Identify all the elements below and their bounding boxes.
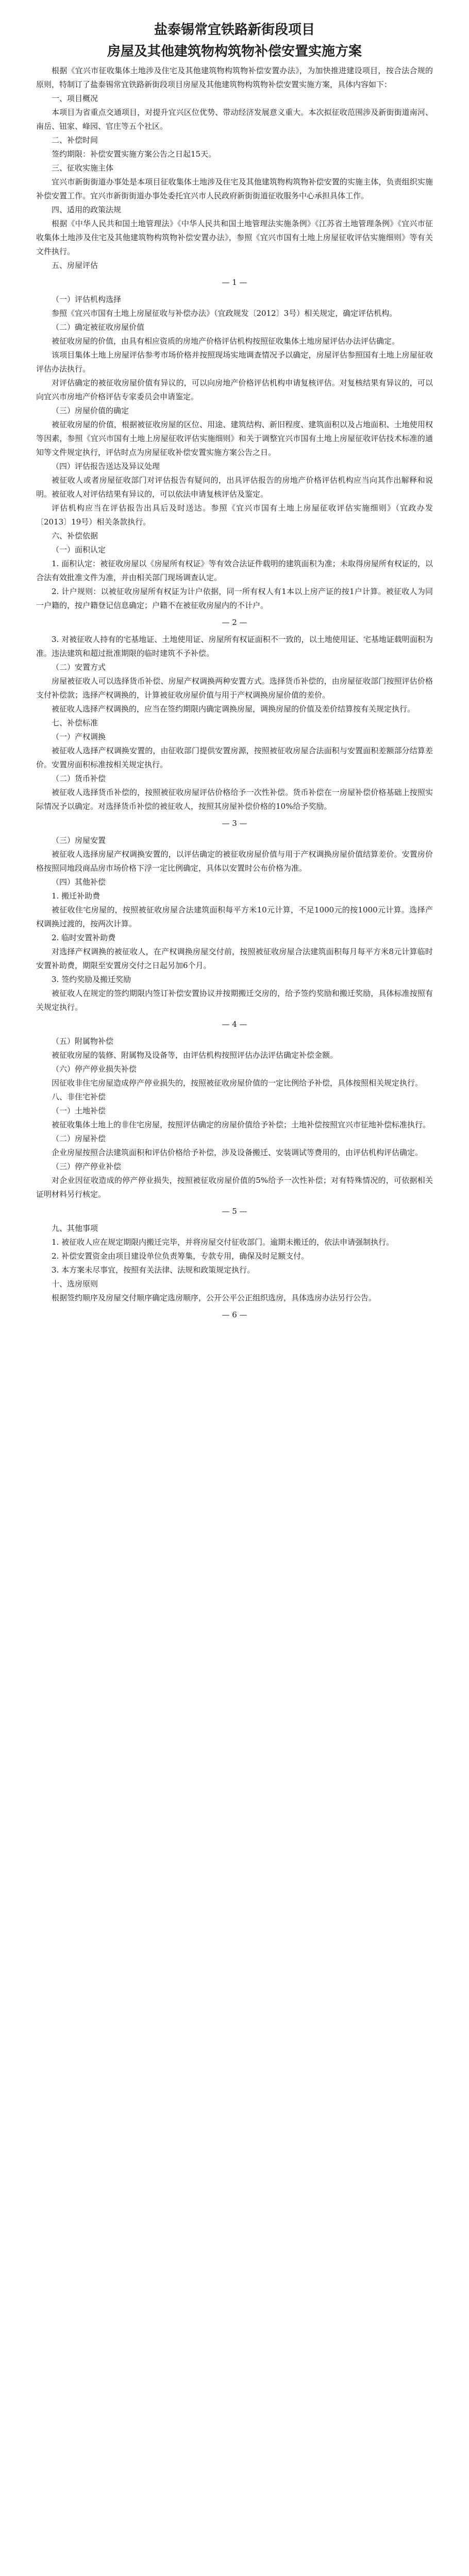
section-heading: 七、补偿标准 bbox=[52, 718, 98, 727]
page-number: — 2 — bbox=[222, 618, 247, 627]
section-heading: （五）附属物补偿 bbox=[52, 1037, 114, 1046]
section-heading: （三）房屋价值的确定 bbox=[52, 406, 129, 415]
section-heading: （二）确定被征收房屋价值 bbox=[52, 323, 145, 332]
section-heading: 3. 签约奖励及搬迁奖励 bbox=[52, 975, 131, 984]
section-heading: （一）产权调换 bbox=[52, 732, 106, 741]
paragraph: 根据签约顺序及房屋交付顺序确定选房顺序，公开公平公正组织选房，具体选房办法另行公告。 bbox=[52, 1293, 377, 1302]
paragraph: 被征收住宅房屋的，按照被征收房屋合法建筑面积每平方米10元计算，不足1000元的按1000元计算。选择产权调换过渡的，按两次计算。 bbox=[36, 905, 433, 928]
document-title-line-1: 盐泰锡常宜铁路新街段项目 bbox=[154, 22, 315, 38]
section-heading: （一）土地补偿 bbox=[52, 1106, 106, 1115]
paragraph: 对选择产权调换的被征收人，在产权调换房屋交付前，按照被征收房屋合法建筑面积每月每平方米8元计算临时安置补助费，期限至安置房交付之日起另加6个月。 bbox=[36, 947, 433, 970]
paragraph: 2. 补偿安置资金由项目建设单位负责筹集，专款专用，确保及时足额支付。 bbox=[52, 1251, 309, 1261]
paragraph: 被征收房屋的价值，根据被征收房屋的区位、用途、建筑结构、新旧程度、建筑面积以及占地面积、土地使用权等因素，参照《宜兴市国有土地上房屋征收评估实施细则》和关于调整宜兴市国有土地上房屋征收评估技术标准的通知等文件规定执行，评估时点为房屋征收补偿安置实施方案公告之日。 bbox=[36, 420, 433, 457]
section-heading: （三）停产停业补偿 bbox=[52, 1162, 122, 1171]
paragraph: 宜兴市新街街道办事处是本项目征收集体土地涉及住宅及其他建筑物构筑物补偿安置的实施主体，负责组织实施补偿安置工作。宜兴市新街街道办事处委托宜兴市人民政府新街街道征收服务中心承担具体工作。 bbox=[36, 177, 433, 200]
paragraph: 对评估确定的被征收房屋价值有异议的，可以向房地产价格评估机构申请复核评估。对复核结果有异议的，可以向宜兴市房地产价格评估专家委员会申请鉴定。 bbox=[36, 378, 433, 401]
section-heading: （二）房屋补偿 bbox=[52, 1134, 106, 1143]
paragraph: 对企业因征收造成的停产停业损失，按照被征收房屋价值的5%给予一次性补偿；对有特殊情况的，可依据相关证明材料另行核定。 bbox=[36, 1176, 433, 1199]
page-number: — 5 — bbox=[222, 1207, 247, 1216]
paragraph: 2. 计户规则：以被征收房屋所有权证为计户依据，同一所有权人有1本以上房产证的按1户计算。被征收人为同一户籍的，按户籍登记信息确定；户籍不在被征收房屋内的不计户。 bbox=[36, 587, 433, 610]
paragraph: 3. 对被征收人持有的宅基地证、土地使用证、房屋所有权证面积不一致的，以土地使用证、宅基地证载明面积为准。违法建筑和超过批准期限的临时建筑不予补偿。 bbox=[36, 635, 433, 658]
section-heading: 二、补偿时间 bbox=[52, 135, 98, 145]
page-number: — 6 — bbox=[222, 1310, 247, 1319]
section-heading: 六、补偿依据 bbox=[52, 531, 98, 540]
paragraph: 根据《宜兴市征收集体土地涉及住宅及其他建筑物构筑物补偿安置办法》，为加快推进建设项目，按合法合规的原则，特制订了盐泰锡常宜铁路新街段项目房屋及其他建筑物构筑物补偿安置实施方案，具体内容如下： bbox=[36, 66, 433, 89]
section-heading: 2. 临时安置补助费 bbox=[52, 933, 116, 942]
section-heading: 四、适用的政策法规 bbox=[52, 205, 122, 214]
paragraph: 参照《宜兴市国有土地上房屋征收与补偿办法》（宜政规发〔2012〕3号）相关规定，确定评估机构。 bbox=[52, 309, 397, 318]
paragraph: 该项目集体土地上房屋评估参考市场价格并按照现场实地调查情况予以确定，房屋评估参照国有土地上房屋征收评估办法执行。 bbox=[36, 350, 433, 374]
page-number: — 4 — bbox=[222, 1020, 247, 1029]
paragraph: 被征收人或者房屋征收部门对评估报告有疑问的，出具评估报告的房地产价格评估机构应当向其作出解释和说明。被征收人对评估结果有异议的，可以依法申请复核评估及鉴定。 bbox=[36, 476, 433, 499]
document-body bbox=[36, 64, 433, 1322]
paragraph: 根据《中华人民共和国土地管理法》《中华人民共和国土地管理法实施条例》《江苏省土地管理条例》《宜兴市征收集体土地涉及住宅及其他建筑物构筑物补偿安置办法》，参照《宜兴市国有土地上房屋征收评估实施细则》等有关文件执行。 bbox=[36, 219, 433, 256]
section-heading: （四）其他补偿 bbox=[52, 877, 106, 887]
section-heading: 1. 搬迁补助费 bbox=[52, 891, 100, 901]
paragraph: 3. 本方案未尽事宜，按照有关法律、法规和政策规定执行。 bbox=[52, 1265, 255, 1275]
paragraph: 1. 面积认定：被征收房屋以《房屋所有权证》等有效合法证件载明的建筑面积为准；未取得房屋所有权证的，以合法有效批准文件为准，并由相关部门现场调查认定。 bbox=[36, 559, 433, 582]
paragraph: 被征收人选择货币补偿的，按照被征收房屋评估价格给予一次性补偿。货币补偿在一房屋补偿价格基础上按照实际情况予以确定。对选择货币补偿的被征收人，按照其房屋补偿价格的10%给予奖励。 bbox=[36, 788, 433, 811]
section-heading: 五、房屋评估 bbox=[52, 261, 98, 270]
section-heading: 一、项目概况 bbox=[52, 94, 98, 103]
section-heading: 十、选房原则 bbox=[52, 1279, 98, 1289]
paragraph: 被征收人选择产权调换安置的，由征收部门提供安置房源，按照被征收房屋合法面积与安置面积差额部分结算差价。安置房面积标准按相关规定执行。 bbox=[36, 746, 433, 769]
section-heading: 八、非住宅补偿 bbox=[52, 1092, 106, 1101]
paragraph: 1. 被征收人应在规定期限内搬迁完毕，并将房屋交付征收部门。逾期未搬迁的，依法申请强制执行。 bbox=[52, 1238, 394, 1247]
section-heading: （四）评估报告送达及异议处理 bbox=[52, 462, 160, 471]
paragraph: 被征收房屋的价值，由具有相应资质的房地产价格评估机构按照征收集体土地房屋评估办法评估确定。 bbox=[52, 336, 400, 346]
paragraph: 因征收非住宅房屋造成停产停业损失的，按照被征收房屋价值的一定比例给予补偿，具体按照相关规定执行。 bbox=[52, 1078, 423, 1088]
section-heading: （三）房屋安置 bbox=[52, 836, 106, 845]
paragraph: 本项目为省重点交通项目，对提升宜兴区位优势、带动经济发展意义重大。本次拟征收范围涉及新街街道南河、南岳、钮家、峰园、官庄等五个社区。 bbox=[36, 108, 433, 131]
paragraph: 被征收人选择房屋产权调换安置的，以评估确定的被征收房屋价值与用于产权调换房屋价值结算差价。安置房价格按照同地段商品房市场价格下浮一定比例确定，具体以安置时公布价格为准。 bbox=[36, 850, 433, 873]
section-heading: （一）面积认定 bbox=[52, 545, 106, 554]
paragraph: 房屋被征收人可以选择货币补偿、房屋产权调换两种安置方式。选择货币补偿的，由房屋征收部门按照评估价格支付补偿款；选择产权调换的，计算被征收房屋价值与用于产权调换房屋价值的差价。 bbox=[36, 676, 433, 700]
paragraph: 被征收集体土地上的非住宅房屋，按照评估确定的房屋价值给予补偿；土地补偿按照宜兴市征地补偿标准执行。 bbox=[52, 1120, 431, 1129]
page-number: — 1 — bbox=[222, 278, 247, 287]
section-heading: （二）货币补偿 bbox=[52, 774, 106, 783]
paragraph: 被征收房屋的装修、附属物及设备等，由评估机构按照评估办法评估确定补偿金额。 bbox=[52, 1050, 338, 1060]
section-heading: （二）安置方式 bbox=[52, 663, 106, 672]
page-number: — 3 — bbox=[222, 819, 247, 828]
paragraph: 评估机构应当在评估报告出具后及时送达。参照《宜兴市国有土地上房屋征收评估实施细则》（宜政办发〔2013〕19号）相关条款执行。 bbox=[36, 503, 433, 527]
paragraph: 被征收人选择产权调换的，应当在签约期限内确定调换房屋，调换房屋的价值及差价结算按有关规定执行。 bbox=[52, 704, 415, 714]
paragraph: 被征收人在规定的签约期限内签订补偿安置协议并按期搬迁交房的，给予签约奖励和搬迁奖励，具体标准按照有关规定执行。 bbox=[36, 989, 433, 1012]
paragraph: 企业房屋按照合法建筑面积和评估价格给予补偿，涉及设备搬迁、安装调试等费用的，由评估机构评估确定。 bbox=[52, 1148, 423, 1157]
document-title-line-2: 房屋及其他建筑物构筑物补偿安置实施方案 bbox=[107, 44, 362, 59]
section-heading: （六）停产停业损失补偿 bbox=[52, 1064, 137, 1074]
section-heading: 三、征收实施主体 bbox=[52, 163, 114, 173]
paragraph: 签约期限：补偿安置实施方案公告之日起15天。 bbox=[52, 149, 216, 159]
section-heading: 九、其他事项 bbox=[52, 1224, 98, 1233]
section-heading: （一）评估机构选择 bbox=[52, 295, 122, 304]
